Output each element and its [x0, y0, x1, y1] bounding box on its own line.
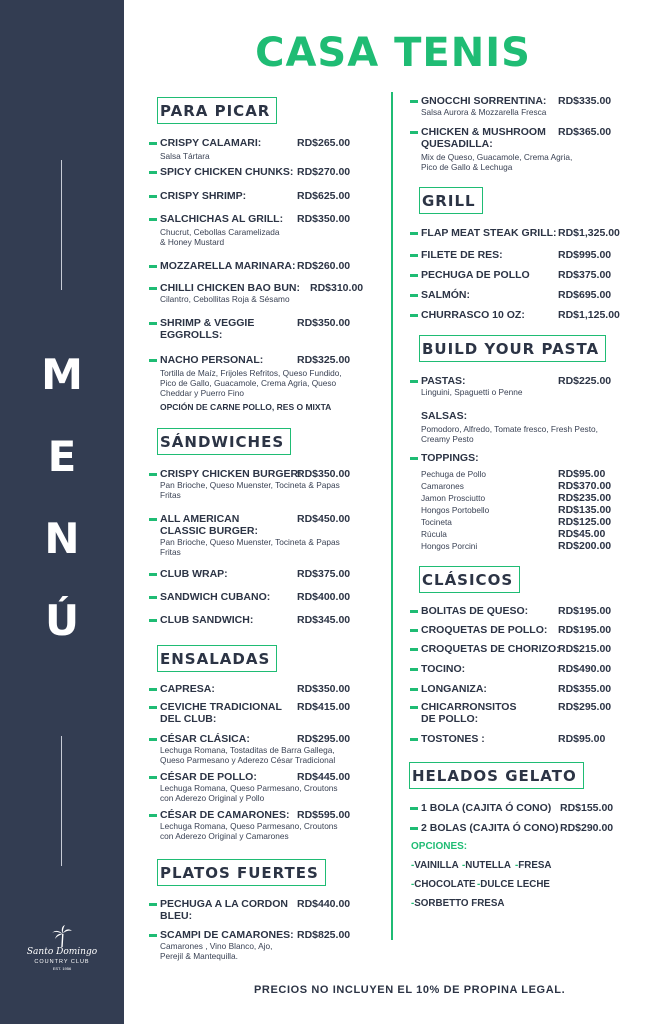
menu-item	[160, 213, 283, 247]
item-desc: Pico de Gallo, Guacamole, Crema Agria, Queso	[160, 378, 337, 388]
bullet-dash	[410, 706, 418, 709]
bullet-dash	[149, 688, 157, 691]
bullet-dash	[149, 706, 157, 709]
topping-price: RD$200.00	[558, 540, 612, 552]
salsas-label: SALSAS:	[421, 410, 468, 422]
item-desc: Camarones , Vino Blanco, Ajo,	[160, 941, 273, 951]
menu-item	[160, 614, 253, 626]
item-price: RD$375.00	[297, 568, 351, 580]
item-name: BOLITAS DE QUESO:	[421, 605, 529, 617]
toppings-label: TOPPINGS:	[421, 452, 479, 464]
item-desc: Mix de Queso, Guacamole, Crema Agria,	[421, 152, 573, 162]
item-name: TOSTONES :	[421, 733, 485, 745]
menu-item	[160, 568, 228, 580]
item-price: RD$1,325.00	[558, 227, 620, 239]
sidebar-bottom-line	[61, 736, 62, 866]
topping-name: Tocineta	[421, 517, 452, 527]
item-desc: Pico de Gallo & Lechuga	[421, 162, 513, 172]
bullet-dash	[410, 668, 418, 671]
bullet-dash	[149, 473, 157, 476]
item-desc: Pan Brioche, Queso Muenster, Tocineta & Papas	[160, 480, 340, 490]
bullet-dash	[149, 287, 157, 290]
bullet-dash	[149, 776, 157, 779]
bullet-dash	[410, 314, 418, 317]
flavor-label: VAINILLA	[414, 860, 459, 871]
item-name: 1 BOLA (CAJITA Ó CONO)	[421, 802, 552, 814]
item-name: CRISPY SHRIMP:	[160, 190, 247, 202]
item-name: CAPRESA:	[160, 683, 215, 695]
item-desc: Queso Parmesano y Aderezo César Tradicional	[160, 755, 336, 765]
menu-item	[160, 701, 282, 725]
column-divider	[391, 92, 393, 940]
topping-name: Hongos Porcini	[421, 541, 478, 551]
menu-item	[421, 733, 485, 745]
flavor-option: -FRESA	[515, 860, 552, 871]
section-platos-fuertes: PLATOS FUERTES	[157, 859, 326, 886]
item-desc: Salsa Tártara	[160, 151, 210, 161]
item-name: CHURRASCO 10 OZ:	[421, 309, 525, 321]
bullet-dash	[149, 265, 157, 268]
item-name: SANDWICH CUBANO:	[160, 591, 271, 603]
bullet-dash	[410, 274, 418, 277]
topping-price: RD$95.00	[558, 468, 606, 480]
bullet-dash	[410, 131, 418, 134]
menu-letter-e: E	[47, 432, 77, 481]
item-desc: Fritas	[160, 547, 181, 557]
section-ensaladas: ENSALADAS	[157, 645, 277, 672]
item-name: CHICARRONSITOS	[421, 701, 517, 713]
item-price: RD$355.00	[558, 683, 612, 695]
item-name: CRISPY CHICKEN BURGER:	[160, 468, 302, 480]
menu-item	[421, 701, 516, 725]
item-desc: Salsa Aurora & Mozzarella Fresca	[421, 107, 547, 117]
topping-price: RD$45.00	[558, 528, 606, 540]
item-price: RD$350.00	[297, 213, 351, 225]
flavor-option: -CHOCOLATE	[411, 879, 476, 890]
item-price: RD$350.00	[297, 683, 351, 695]
bullet-dash	[410, 254, 418, 257]
item-price: RD$195.00	[558, 605, 612, 617]
item-price: RD$295.00	[558, 701, 612, 713]
opciones-label: OPCIONES:	[411, 841, 468, 852]
item-name: CHILLI CHICKEN BAO BUN:	[160, 282, 300, 294]
item-name: GNOCCHI SORRENTINA:	[421, 95, 547, 107]
item-name: PECHUGA DE POLLO	[421, 269, 530, 281]
topping-name: Pechuga de Pollo	[421, 469, 487, 479]
item-desc: con Aderezo Original y Camarones	[160, 831, 289, 841]
item-name-line2: BLEU:	[160, 910, 193, 922]
item-name: CROQUETAS DE CHORIZO:	[421, 643, 560, 655]
menu-item	[160, 260, 296, 272]
menu-item	[160, 591, 270, 603]
item-desc: con Aderezo Original y Pollo	[160, 793, 265, 803]
item-price: RD$95.00	[558, 733, 606, 745]
menu-item	[421, 452, 479, 464]
item-name: PASTAS:	[421, 375, 466, 387]
item-name: FLAP MEAT STEAK GRILL:	[421, 227, 557, 239]
item-price: RD$695.00	[558, 289, 612, 301]
nacho-option: OPCIÓN DE CARNE POLLO, RES O MIXTA	[160, 402, 332, 412]
item-name-line2: QUESADILLA:	[421, 138, 493, 150]
item-price: RD$350.00	[297, 468, 351, 480]
topping-price: RD$370.00	[558, 480, 612, 492]
item-price: RD$290.00	[560, 822, 614, 834]
item-name: TOCINO:	[421, 663, 466, 675]
flavor-label: FRESA	[518, 860, 552, 871]
bullet-dash	[410, 610, 418, 613]
menu-item	[421, 375, 523, 397]
bullet-dash	[410, 100, 418, 103]
menu-item	[421, 249, 503, 261]
menu-item	[160, 137, 261, 161]
item-name: CLUB WRAP:	[160, 568, 228, 580]
menu-item	[160, 166, 293, 178]
item-price: RD$325.00	[297, 354, 351, 366]
menu-item	[160, 317, 254, 341]
menu-item	[421, 822, 559, 834]
menu-item	[421, 227, 557, 239]
bullet-dash	[149, 322, 157, 325]
bullet-dash	[410, 457, 418, 460]
item-name: 2 BOLAS (CAJITA Ó CONO)	[421, 822, 559, 834]
menu-letter-n: N	[44, 514, 80, 563]
item-price: RD$225.00	[558, 375, 612, 387]
logo-est: EST. 1956	[52, 966, 72, 971]
logo-script: Santo Domingo	[26, 947, 98, 957]
bullet-dash	[149, 596, 157, 599]
bullet-dash	[410, 232, 418, 235]
item-desc: Cheddar y Puerro Fino	[160, 388, 244, 398]
item-price: RD$295.00	[297, 733, 351, 745]
item-price: RD$490.00	[558, 663, 612, 675]
item-name-line2: CLASSIC BURGER:	[160, 525, 259, 537]
menu-item	[160, 898, 288, 922]
palm-tree-icon	[50, 925, 74, 947]
sidebar-top-line	[61, 160, 62, 290]
item-desc: Tortilla de Maíz, Frijoles Refritos, Queso Fundido,	[160, 368, 342, 378]
bullet-dash	[149, 359, 157, 362]
topping-price: RD$235.00	[558, 492, 612, 504]
item-name: CHICKEN & MUSHROOM	[421, 126, 546, 138]
item-name: CÉSAR DE POLLO:	[160, 771, 257, 783]
item-name: SHRIMP & VEGGIE	[160, 317, 255, 329]
menu-letter-m: M	[41, 350, 83, 399]
section-helados: HELADOS GELATO	[409, 762, 584, 789]
bullet-dash	[410, 688, 418, 691]
sidebar	[0, 0, 124, 1024]
bullet-dash	[149, 171, 157, 174]
bullet-dash	[410, 807, 418, 810]
item-name: SPICY CHICKEN CHUNKS:	[160, 166, 294, 178]
menu-letter-u: Ú	[44, 596, 80, 645]
item-price: RD$400.00	[297, 591, 351, 603]
flavor-label: SORBETTO FRESA	[414, 898, 505, 909]
bullet-dash	[149, 738, 157, 741]
item-name: SALMÓN:	[421, 289, 470, 301]
item-desc: Lechuga Romana, Tostaditas de Barra Gallega,	[160, 745, 335, 755]
item-price: RD$215.00	[558, 643, 612, 655]
menu-item	[160, 929, 294, 961]
item-price: RD$260.00	[297, 260, 351, 272]
item-name: CROQUETAS DE POLLO:	[421, 624, 548, 636]
menu-item	[421, 126, 572, 172]
menu-item	[421, 605, 528, 617]
item-desc: Fritas	[160, 490, 181, 500]
topping-name: Rúcula	[421, 529, 447, 539]
flavor-label: DULCE LECHE	[480, 879, 550, 890]
item-name: SALCHICHAS AL GRILL:	[160, 213, 284, 225]
bullet-dash	[410, 827, 418, 830]
item-price: RD$265.00	[297, 137, 351, 149]
section-para-picar: PARA PICAR	[157, 97, 277, 124]
bullet-dash	[149, 934, 157, 937]
item-name: CÉSAR DE CAMARONES:	[160, 809, 290, 821]
bullet-dash	[149, 518, 157, 521]
item-name-line2: DE POLLO:	[421, 713, 479, 725]
menu-item	[421, 309, 525, 321]
item-price: RD$995.00	[558, 249, 612, 261]
item-price: RD$335.00	[558, 95, 612, 107]
menu-item	[160, 190, 246, 202]
item-name: FILETE DE RES:	[421, 249, 503, 261]
item-desc: Chucrut, Cebollas Caramelizada	[160, 227, 280, 237]
item-name: ALL AMERICAN	[160, 513, 240, 525]
item-desc: Lechuga Romana, Queso Parmesano, Croutons	[160, 783, 338, 793]
item-name-line2: EGGROLLS:	[160, 329, 223, 341]
item-price: RD$415.00	[297, 701, 351, 713]
menu-item	[421, 643, 560, 655]
menu-item	[421, 289, 470, 301]
item-price: RD$450.00	[297, 513, 351, 525]
menu-item	[421, 269, 530, 281]
item-desc: Cilantro, Cebollitas Roja & Sésamo	[160, 294, 290, 304]
topping-price: RD$135.00	[558, 504, 612, 516]
item-price: RD$445.00	[297, 771, 351, 783]
flavor-option: -VAINILLA	[411, 860, 459, 871]
item-price: RD$365.00	[558, 126, 612, 138]
item-price: RD$625.00	[297, 190, 351, 202]
salsas-desc: Creamy Pesto	[421, 434, 474, 444]
flavor-option: -SORBETTO FRESA	[411, 898, 505, 909]
item-desc: Perejil & Mantequilla.	[160, 951, 238, 961]
item-name-line2: DEL CLUB:	[160, 713, 217, 725]
item-desc: & Honey Mustard	[160, 237, 225, 247]
item-price: RD$195.00	[558, 624, 612, 636]
section-clasicos: CLÁSICOS	[419, 566, 520, 593]
item-desc: Lechuga Romana, Queso Parmesano, Croutons	[160, 821, 338, 831]
topping-name: Hongos Portobello	[421, 505, 490, 515]
item-desc: Linguini, Spaguetti o Penne	[421, 387, 523, 397]
item-name: MOZZARELLA MARINARA:	[160, 260, 296, 272]
club-logo	[20, 925, 104, 985]
item-price: RD$1,125.00	[558, 309, 620, 321]
flavor-label: NUTELLA	[465, 860, 511, 871]
bullet-dash	[410, 648, 418, 651]
menu-item	[421, 663, 465, 675]
bullet-dash	[410, 294, 418, 297]
flavor-option: -DULCE LECHE	[477, 879, 550, 890]
bullet-dash	[149, 218, 157, 221]
menu-item	[160, 683, 215, 695]
bullet-dash	[149, 195, 157, 198]
item-name: LONGANIZA:	[421, 683, 487, 695]
salsas-desc: Pomodoro, Alfredo, Tomate fresco, Fresh Pesto,	[421, 424, 598, 434]
flavor-option: -NUTELLA	[462, 860, 511, 871]
topping-price: RD$125.00	[558, 516, 612, 528]
topping-name: Jamon Prosciutto	[421, 493, 486, 503]
flavor-label: CHOCOLATE	[414, 879, 476, 890]
section-grill: GRILL	[419, 187, 483, 214]
section-sandwiches: SÁNDWICHES	[157, 428, 291, 455]
item-price: RD$375.00	[558, 269, 612, 281]
menu-item	[421, 95, 546, 117]
item-price: RD$310.00	[310, 282, 364, 294]
item-name: SCAMPI DE CAMARONES:	[160, 929, 294, 941]
item-price: RD$350.00	[297, 317, 351, 329]
bullet-dash	[149, 619, 157, 622]
menu-item	[421, 683, 487, 695]
item-price: RD$345.00	[297, 614, 351, 626]
item-name: CRISPY CALAMARI:	[160, 137, 262, 149]
item-name: NACHO PERSONAL:	[160, 354, 264, 366]
item-name: CEVICHE TRADICIONAL	[160, 701, 282, 713]
menu-item	[160, 282, 300, 304]
item-name: CÉSAR CLÁSICA:	[160, 733, 250, 745]
item-price: RD$440.00	[297, 898, 351, 910]
topping-name: Camarones	[421, 481, 464, 491]
section-build-pasta: BUILD YOUR PASTA	[419, 335, 606, 362]
item-price: RD$825.00	[297, 929, 351, 941]
logo-name: COUNTRY CLUB	[34, 959, 90, 965]
bullet-dash	[149, 903, 157, 906]
bullet-dash	[149, 573, 157, 576]
bullet-dash	[149, 814, 157, 817]
page-title: CASA TENIS	[255, 30, 531, 76]
item-price: RD$155.00	[560, 802, 614, 814]
bullet-dash	[410, 738, 418, 741]
bullet-dash	[410, 380, 418, 383]
item-price: RD$270.00	[297, 166, 351, 178]
menu-item	[421, 624, 547, 636]
bullet-dash	[149, 142, 157, 145]
item-name: CLUB SANDWICH:	[160, 614, 254, 626]
menu-item	[421, 802, 551, 814]
item-name: PECHUGA A LA CORDON	[160, 898, 288, 910]
item-price: RD$595.00	[297, 809, 351, 821]
bullet-dash	[410, 629, 418, 632]
footer-note: PRECIOS NO INCLUYEN EL 10% DE PROPINA LEGAL.	[254, 984, 566, 996]
item-desc: Pan Brioche, Queso Muenster, Tocineta & Papas	[160, 537, 340, 547]
